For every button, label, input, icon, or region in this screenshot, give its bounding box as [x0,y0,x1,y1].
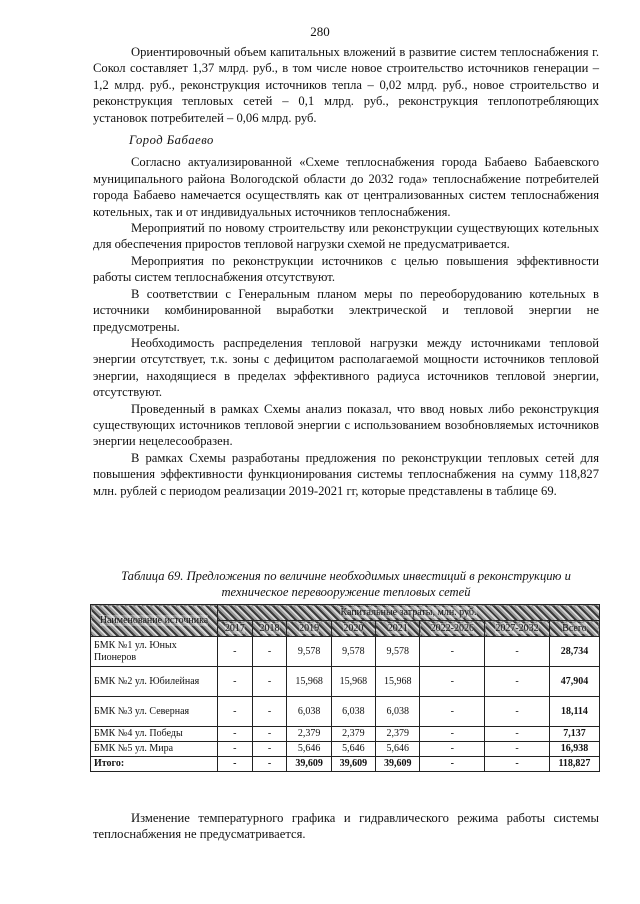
cell: - [420,757,485,772]
cell: - [218,757,253,772]
paragraph: Мероприятия по реконструкции источников с целью повышения эффективности работы систем теплоснабжения отсутствуют. [93,253,599,285]
table-row [91,637,600,667]
paragraph: Согласно актуализированной «Схеме теплоснабжения города Бабаево Бабаевского муниципального района Вологодской области до 2032 года» теплоснабжение потребителей города Бабаево намечается осуществлять как от централизованных систем теплоснабжения котельных, так и от индивидуальных источников теплоснабжения. [93,155,599,219]
cell-total: 18,114 [549,697,599,727]
paragraph: Проведенный в рамках Схемы анализ показал, что ввод новых либо реконструкция существующих источников тепловой энергии с использованием возобновляемых источников энергии нецелесообразен. [93,401,599,449]
cell: - [485,667,550,697]
column-header-source: Наименование источника [91,605,218,637]
cell-total: 28,734 [549,637,599,667]
table-row-total [91,757,600,772]
cell: - [485,742,550,757]
cell: 6,038 [331,697,375,727]
cell: 5,646 [287,742,331,757]
row-name: БМК №4 ул. Победы [91,727,218,742]
cell: 9,578 [287,637,331,667]
cell: 2,379 [287,727,331,742]
cell: - [252,742,287,757]
cell-total: 7,137 [549,727,599,742]
column-header-year: 2018 [252,621,287,637]
closing-text [93,810,599,843]
cell: - [218,727,253,742]
column-header-year: 2017 [218,621,253,637]
column-header-period: 2022-2026 [420,621,485,637]
table-row [91,667,600,697]
paragraph: В рамках Схемы разработаны предложения по реконструкции тепловых сетей для повышения эффективности функционирования системы теплоснабжения на сумму 118,827 млн. рублей с периодом реализации 2019-2021 гг, которые представлены в таблице 69. [93,450,599,498]
paragraph: Необходимость распределения тепловой нагрузки между источниками тепловой энергии отсутствует, т.к. зоны с дефицитом располагаемой мощности источников тепловой энергии, находящиеся в пределах эффективного радиуса источников тепловой энергии, отсутствуют. [93,335,599,400]
cell: 39,609 [331,757,375,772]
cell: - [485,727,550,742]
cell: - [420,742,485,757]
page-number: 280 [310,24,330,39]
column-header-year: 2019 [287,621,331,637]
cell-total: 118,827 [549,757,599,772]
cell: 15,968 [331,667,375,697]
column-header-year: 2020 [331,621,375,637]
cell: - [252,697,287,727]
cell: - [252,727,287,742]
table-row [91,727,600,742]
paragraph: Мероприятий по новому строительству или реконструкции существующих котельных для обеспечения приростов тепловой нагрузки схемой не предусматривается. [93,221,599,252]
row-name: БМК №3 ул. Северная [91,697,218,727]
cell: - [218,667,253,697]
cell: 9,578 [331,637,375,667]
cell: 6,038 [287,697,331,727]
table-caption: Таблица 69. Предложения по величине необходимых инвестиций в реконструкцию и техническое перевооружение тепловых сетей [121,569,571,599]
cell: 6,038 [376,697,420,727]
cell: 5,646 [331,742,375,757]
cell: 5,646 [376,742,420,757]
cell: - [420,637,485,667]
cell: 2,379 [331,727,375,742]
investment-table [90,604,600,772]
cell: - [252,757,287,772]
row-name: БМК №5 ул. Мира [91,742,218,757]
column-header-total: Всего [549,621,599,637]
cell: - [485,637,550,667]
cell-total: 47,904 [549,667,599,697]
row-name: БМК №1 ул. Юных Пионеров [91,637,218,667]
column-group-header: Капитальные затраты, млн. руб. [218,605,600,621]
cell: 39,609 [376,757,420,772]
cell: - [218,637,253,667]
body-text [93,44,599,499]
paragraph: Изменение температурного графика и гидравлического режима работы системы теплоснабжения не предусматривается. [93,811,599,842]
cell: - [252,637,287,667]
cell: - [252,667,287,697]
cell: 2,379 [376,727,420,742]
cell-total: 16,938 [549,742,599,757]
row-name: Итого: [91,757,218,772]
cell: - [485,697,550,727]
cell: 15,968 [376,667,420,697]
cell: - [485,757,550,772]
table-row [91,742,600,757]
cell: - [420,727,485,742]
cell: - [218,742,253,757]
cell: - [420,667,485,697]
cell: - [218,697,253,727]
city-heading: Город Бабаево [129,133,214,148]
cell: 15,968 [287,667,331,697]
column-header-year: 2021 [376,621,420,637]
column-header-period: 2027-2032 [485,621,550,637]
paragraph-sokol-investment: Ориентировочный объем капитальных вложений в развитие систем теплоснабжения г. Сокол составляет 1,37 млрд. руб., в том числе новое строительство источников генерации – 1,2 млрд. руб., реконструкция источников тепла – 0,02 млрд. руб., новое строительство и реконструкция тепловых сетей – 0,1 млрд. руб., реконструкция теплопотребляющих установок потребителей – 0,06 млрд. руб. [93,45,599,125]
cell: - [420,697,485,727]
table-row [91,697,600,727]
paragraph: В соответствии с Генеральным планом меры по переоборудованию котельных в источники комбинированной выработки электрической и тепловой энергии не предусмотрены. [93,286,599,334]
row-name: БМК №2 ул. Юбилейная [91,667,218,697]
cell: 9,578 [376,637,420,667]
cell: 39,609 [287,757,331,772]
